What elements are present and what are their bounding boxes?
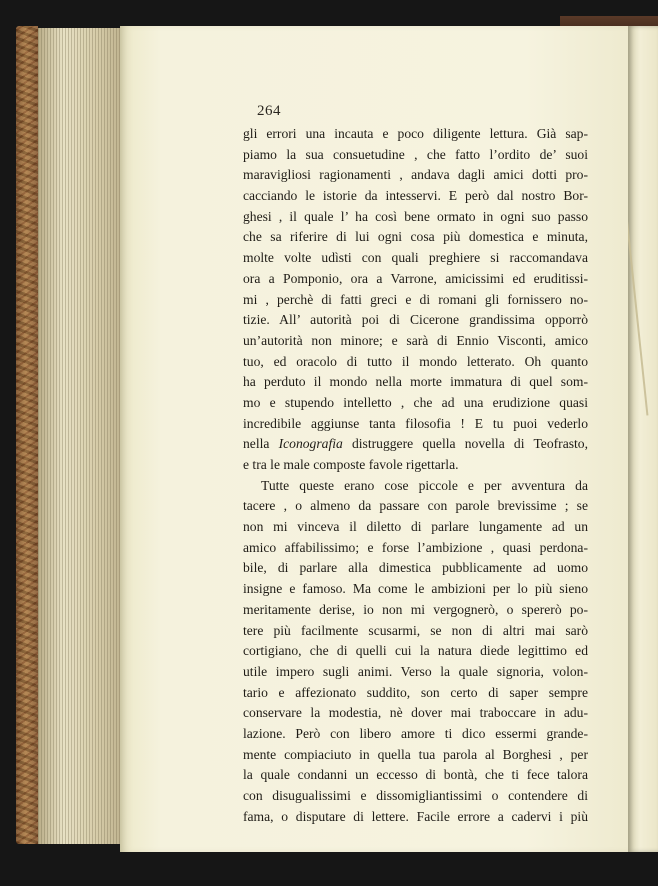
text-line: amico affabilissimo; e forse l’ambizione , quasi perdona- (243, 539, 588, 555)
page-edges (38, 28, 122, 844)
text-line: bile, di parlare alla dimestica pubblicamente ad uomo (243, 560, 588, 576)
text-line: non mi vinceva il diletto di parlare lungamente ad un (243, 519, 588, 535)
text-line: conservare la modestia, nè dover mai traboccare in adu- (243, 705, 588, 721)
text-line: Tutte queste erano cose piccole e per avventura da (261, 477, 588, 493)
text-run: nella (243, 436, 279, 452)
text-line: un’autorità non minore; e sarà di Ennio Visconti, amico (243, 332, 588, 348)
text-line: insigne e famoso. Ma come le ambizioni per lo più sieno (243, 581, 588, 597)
text-line: tizie. All’ autorità poi di Cicerone grandissima opporrò (243, 312, 588, 328)
text-line: mente compiaciuto in quella tua parola al Borghesi , per (243, 746, 588, 762)
text-line: mo e stupendo intelletto , che ad una erudizione quasi (243, 394, 588, 410)
text-line: fama, o disputare di lettere. Facile errore a cadervi i più (243, 808, 588, 824)
facing-page-edge (628, 26, 658, 852)
bookmark-ribbon (626, 216, 649, 415)
text-line: maravigliosi ragionamenti , andava dagli amici dotti pro- (243, 167, 588, 183)
text-line: cortigiano, che di quelli cui la natura diede legittimo ed (243, 643, 588, 659)
text-line: lazione. Però con libero amore ti dico essermi grande- (243, 725, 588, 741)
book-cover-edge (16, 26, 38, 844)
text-line: mi , perchè di fatti greci e di romani gli fornissero no- (243, 291, 588, 307)
text-line: piamo la sua consuetudine , che fatto l’ordito de’ suoi (243, 146, 588, 162)
text-line: e tra le male composte favole rigettarla. (243, 457, 459, 472)
text-line: ha perduto il mondo nella morte immatura di quel som- (243, 374, 588, 390)
text-line: cacciando le istorie da intesservi. E però dal nostro Bor- (243, 188, 588, 204)
text-line: ghesi , il quale l’ ha così bene ormato in ogni suo passo (243, 208, 588, 224)
text-line: incredibile aggiunse tanta filosofia ! E tu puoi vederlo (243, 415, 588, 431)
italic-title: Iconografia (278, 436, 343, 452)
text-line: meritamente derise, io non mi vergognerò, o spererò po- (243, 601, 588, 617)
text-line: tere più facilmente scusarmi, se non di altri mai sarò (243, 622, 588, 638)
text-line: utile impero sugli animi. Verso la quale signoria, volon- (243, 663, 588, 679)
text-line: molte volte udìsti con quali preghiere si raccomandava (243, 250, 588, 266)
page-number: 264 (257, 103, 281, 119)
text-run: distruggere quella novella di Teofrasto, (342, 436, 588, 452)
body-text (243, 124, 588, 827)
text-line: tacere , o almeno da passare con parole brevissime ; se (243, 498, 588, 514)
text-line: tario e affezionato suddito, son certo di saper sempre (243, 684, 588, 700)
text-line: che sa riferire di lui ogni cosa più domestica e minuta, (243, 229, 588, 245)
text-line: la quale condanni un eccesso di bontà, che ti fece talora (243, 767, 588, 783)
text-line: gli errori una incauta e poco diligente lettura. Già sap- (243, 126, 588, 141)
text-line: con disugualissimi e dissomigliantissimi o contendere di (243, 788, 588, 803)
text-line (243, 434, 588, 455)
text-line: ora a Pomponio, ora a Varrone, amicissimi ed eruditissi- (243, 270, 588, 286)
text-line: tuo, ed oracolo di tutto il mondo letterato. Oh quanto (243, 353, 588, 369)
